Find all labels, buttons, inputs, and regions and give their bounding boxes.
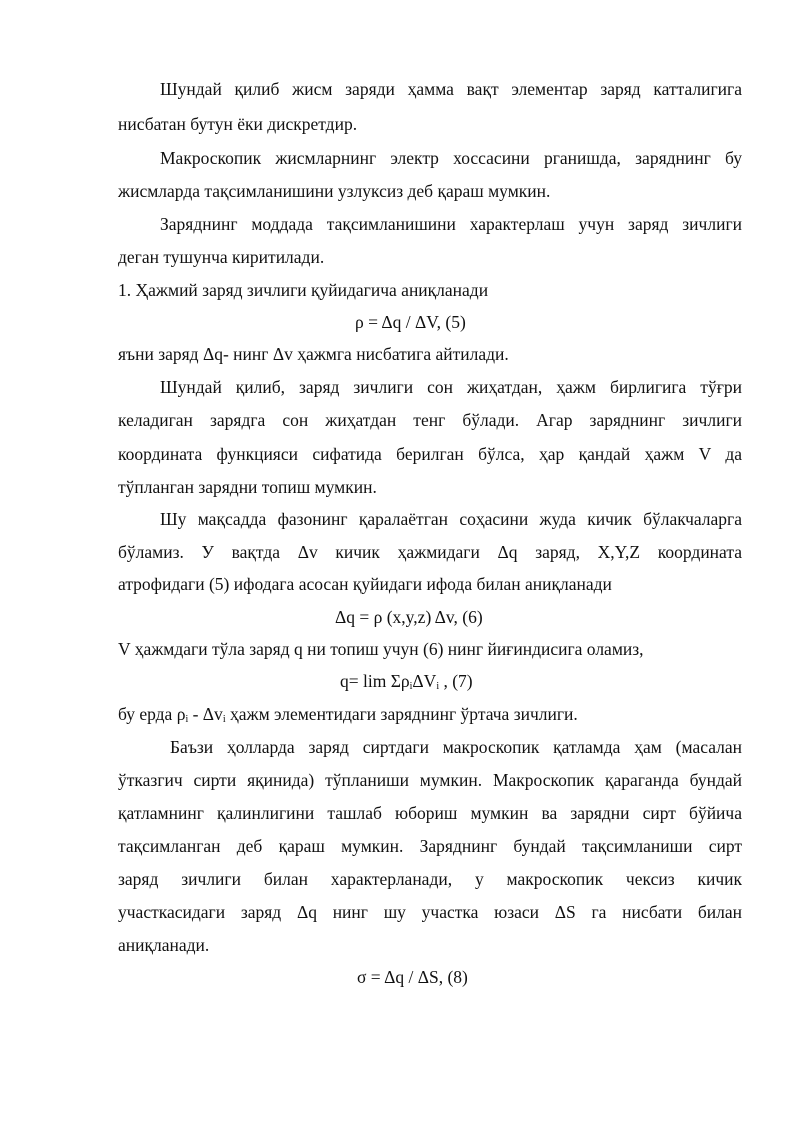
paragraph-line: бу ерда $\rho_i - \Delta v_i$ ҳажм элементидаги заряднинг ўртача зичлиги. xyxy=(118,704,578,725)
paragraph-line: келадиган зарядга сон жиҳатдан тенг бўлади. Агар заряднинг зичлиги xyxy=(118,410,742,430)
paragraph-line: ўтказгич сирти яқинида) тўпланиши мумкин. Макроскопик қараганда бундай xyxy=(118,770,742,790)
paragraph-line: яъни заряд Δq- нинг Δv ҳажмга нисбатига айтилади. xyxy=(118,344,509,364)
paragraph-line: жисмларда тақсимланишини узлуксиз деб қараш мумкин. xyxy=(118,181,551,201)
numbered-item: 1. Ҳажмий заряд зичлиги қуйидагича аниқланади xyxy=(118,280,489,300)
paragraph-line: атрофидаги (5) ифодага асосан қуйидаги ифода билан аниқланади xyxy=(118,574,612,594)
formula-8: σ = Δq / ΔS, (8) xyxy=(357,967,468,987)
paragraph-line: аниқланади. xyxy=(118,935,210,955)
paragraph-line: Шундай қилиб, заряд зичлиги сон жиҳатдан, ҳажм бирлигига тўғри xyxy=(160,377,742,397)
paragraph-line: тўпланган зарядни топиш мумкин. xyxy=(118,477,377,497)
paragraph-line: координата функцияси сифатида берилган бўлса, ҳар қандай ҳажм V да xyxy=(118,444,742,464)
paragraph-line: Макроскопик жисмларнинг электр хоссасини рганишда, заряднинг бу xyxy=(160,148,742,168)
paragraph-line: деган тушунча киритилади. xyxy=(118,247,325,267)
paragraph-line: тақсимланган деб қараш мумкин. Заряднинг бундай тақсимланиши сирт xyxy=(118,836,742,856)
paragraph-line: Заряднинг моддада тақсимланишини характерлаш учун заряд зичлиги xyxy=(160,214,742,234)
paragraph-line: қатламнинг қалинлигини ташлаб юбориш мумкин ва зарядни сирт бўйича xyxy=(118,803,742,823)
paragraph-line: бўламиз. У вақтда Δv кичик ҳажмидаги Δq заряд, X,Y,Z координата xyxy=(118,542,742,562)
formula-6: Δq = ρ (x,y,z) Δv, (6) xyxy=(335,607,483,627)
paragraph-line: заряд зичлиги билан характерланади, у макроскопик чексиз кичик xyxy=(118,869,742,889)
formula-7: $q= \lim \Sigma\rho_i\Delta V_i$ , (7) xyxy=(340,671,473,692)
paragraph-line: Шундай қилиб жисм заряди ҳамма вақт элементар заряд катталигига xyxy=(160,79,742,99)
paragraph-line: V ҳажмдаги тўла заряд q ни топиш учун (6) нинг йиғиндисига оламиз, xyxy=(118,639,644,659)
paragraph-line: Баъзи ҳолларда заряд сиртдаги макроскопик қатламда ҳам (масалан xyxy=(170,737,742,757)
paragraph-line: участкасидаги заряд Δq нинг шу участка юзаси ΔS га нисбати билан xyxy=(118,902,742,922)
formula-5: ρ = Δq / ΔV, (5) xyxy=(355,312,466,332)
paragraph-line: нисбатан бутун ёки дискретдир. xyxy=(118,114,358,134)
paragraph-line: Шу мақсадда фазонинг қаралаётган соҳасини жуда кичик бўлакчаларга xyxy=(160,509,742,529)
